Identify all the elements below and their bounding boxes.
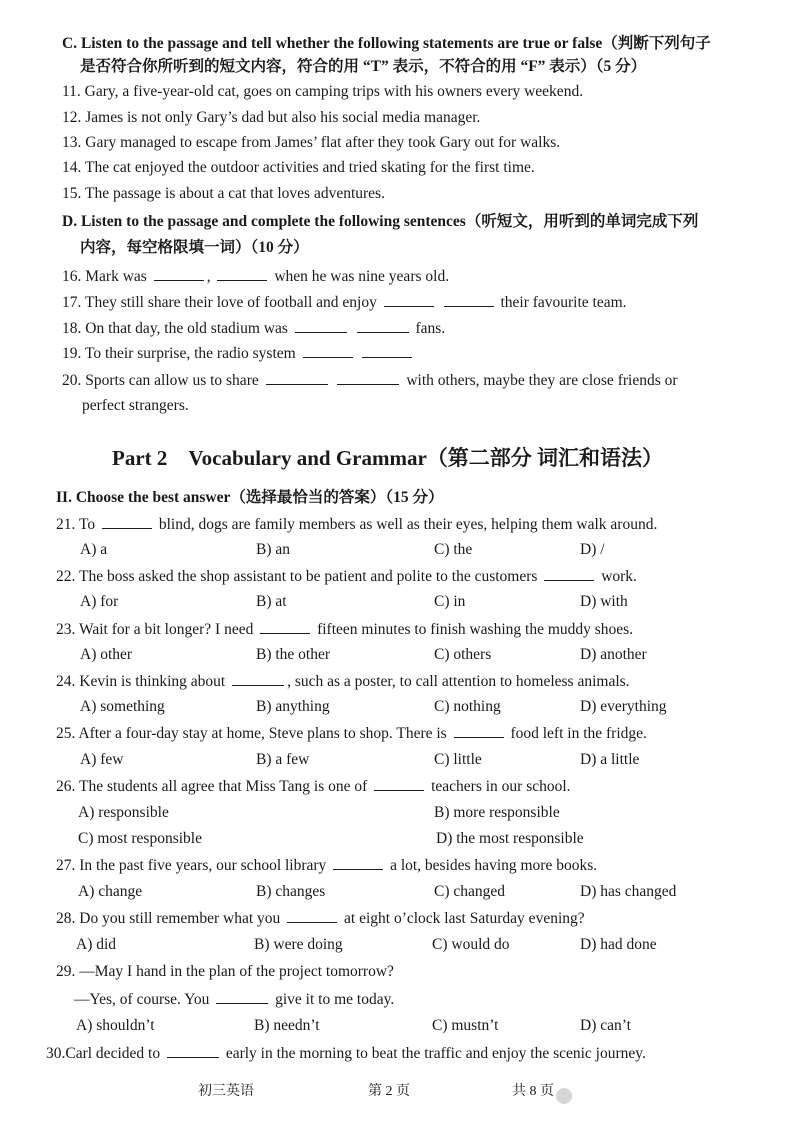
sentence-text: when he was nine years old. — [274, 268, 450, 285]
question-text: The boss asked the shop assistant to be patient and polite to the customers — [78, 568, 538, 585]
question-number: 16. — [62, 268, 82, 285]
section-ii-heading: II. Choose the best answer（选择最恰当的答案）（15 分） — [56, 489, 444, 506]
question-text: , such as a poster, to call attention to homeless animals. — [287, 673, 630, 690]
sentence-text: On that day, the old stadium was — [85, 320, 288, 337]
sentence-text: fans. — [415, 320, 446, 337]
question-number: 21. — [56, 516, 76, 533]
option-c[interactable]: C) would do — [432, 936, 510, 953]
option-d[interactable]: D) a little — [580, 751, 640, 768]
option-a[interactable]: A) change — [78, 883, 143, 900]
question-text: —May I hand in the plan of the project tomorrow? — [79, 963, 394, 980]
question-text: food left in the fridge. — [510, 725, 647, 742]
question-text: In the past five years, our school library — [79, 857, 327, 874]
option-c[interactable]: C) most responsible — [78, 830, 202, 847]
answer-blank[interactable] — [454, 723, 504, 738]
option-c[interactable]: C) in — [434, 593, 466, 610]
option-b[interactable]: B) needn’t — [254, 1017, 320, 1034]
sentence-19 — [62, 343, 415, 364]
option-b[interactable]: B) anything — [256, 698, 330, 715]
sentence-text: Sports can allow us to share — [85, 372, 259, 389]
question-26 — [56, 776, 571, 797]
question-number: 27. — [56, 857, 76, 874]
option-d[interactable]: D) can’t — [580, 1017, 631, 1034]
option-a[interactable]: A) something — [80, 698, 165, 715]
sentence-20 — [62, 370, 678, 391]
question-number: 20. — [62, 372, 82, 389]
question-number: 30. — [46, 1045, 66, 1062]
question-text: Kevin is thinking about — [79, 673, 226, 690]
option-b[interactable]: B) the other — [256, 646, 331, 663]
answer-blank[interactable] — [337, 370, 399, 385]
question-number: 28. — [56, 910, 76, 927]
section-d-heading: D. Listen to the passage and complete the following sentences（听短文，用听到的单词完成下列 — [62, 213, 699, 230]
question-number: 24. — [56, 673, 76, 690]
option-d[interactable]: D) / — [580, 541, 605, 558]
answer-blank[interactable] — [374, 776, 424, 791]
question-number: 29. — [56, 963, 76, 980]
answer-blank[interactable] — [260, 619, 310, 634]
option-b[interactable]: B) at — [256, 593, 287, 610]
option-b[interactable]: B) were doing — [254, 936, 343, 953]
question-23 — [56, 619, 633, 640]
answer-blank[interactable] — [154, 266, 204, 281]
answer-blank[interactable] — [287, 908, 337, 923]
answer-blank[interactable] — [362, 343, 412, 358]
question-text: blind, dogs are family members as well as their eyes, helping them walk around. — [158, 516, 658, 533]
sentence-text: They still share their love of football and enjoy — [84, 294, 377, 311]
option-c[interactable]: C) the — [434, 541, 473, 558]
answer-blank[interactable] — [303, 343, 353, 358]
option-d[interactable]: D) another — [580, 646, 647, 663]
footer-subject: 初三英语 — [198, 1084, 254, 1099]
option-c[interactable]: C) others — [434, 646, 492, 663]
sentence-text: Mark was — [85, 268, 147, 285]
question-text: teachers in our school. — [431, 778, 571, 795]
answer-blank[interactable] — [384, 292, 434, 307]
sentence-text: To their surprise, the radio system — [84, 345, 296, 362]
question-29-reply — [74, 989, 394, 1010]
question-number: 18. — [62, 320, 82, 337]
question-28 — [56, 908, 585, 929]
footer-page-total: 共 8 页 — [512, 1084, 554, 1099]
answer-blank[interactable] — [167, 1043, 219, 1058]
answer-blank[interactable] — [217, 266, 267, 281]
answer-blank[interactable] — [357, 318, 409, 333]
question-text: early in the morning to beat the traffic and enjoy the scenic journey. — [225, 1045, 646, 1062]
statement-13: 13. Gary managed to escape from James’ flat after they took Gary out for walks. — [62, 134, 561, 151]
answer-blank[interactable] — [266, 370, 328, 385]
question-text: Carl decided to — [65, 1045, 161, 1062]
question-text: To — [78, 516, 96, 533]
watermark-icon — [556, 1088, 572, 1104]
section-d-heading-cont: 内容，每空格限填一词）（10 分） — [80, 239, 309, 256]
option-a[interactable]: A) a — [80, 541, 108, 558]
option-a[interactable]: A) shouldn’t — [76, 1017, 155, 1034]
answer-blank[interactable] — [333, 855, 383, 870]
option-d[interactable]: D) has changed — [580, 883, 677, 900]
question-number: 26. — [56, 778, 76, 795]
option-b[interactable]: B) a few — [256, 751, 310, 768]
question-text: work. — [601, 568, 637, 585]
option-a[interactable]: A) few — [80, 751, 124, 768]
sentence-text: their favourite team. — [500, 294, 627, 311]
question-text: a lot, besides having more books. — [390, 857, 598, 874]
question-text: fifteen minutes to finish washing the muddy shoes. — [317, 621, 634, 638]
answer-blank[interactable] — [102, 514, 152, 529]
question-29 — [56, 962, 394, 982]
statement-12: 12. James is not only Gary’s dad but also his social media manager. — [62, 109, 481, 126]
question-number: 17. — [62, 294, 82, 311]
option-b[interactable]: B) more responsible — [434, 804, 560, 821]
option-a[interactable]: A) other — [80, 646, 133, 663]
option-d[interactable]: D) had done — [580, 936, 657, 953]
question-21 — [56, 514, 657, 535]
part-title: Part 2 Vocabulary and Grammar（第二部分 词汇和语法） — [112, 446, 664, 470]
question-text: Do you still remember what you — [79, 910, 281, 927]
sentence-16: 16. Mark was , when he was nine years old. — [62, 268, 450, 285]
option-d[interactable]: D) the most responsible — [436, 830, 584, 847]
option-a[interactable]: A) responsible — [78, 804, 169, 821]
question-30 — [46, 1043, 646, 1064]
question-27 — [56, 855, 597, 876]
option-c[interactable]: C) mustn’t — [432, 1017, 499, 1034]
statement-14: 14. The cat enjoyed the outdoor activities and tried skating for the first time. — [62, 159, 535, 176]
answer-blank[interactable] — [232, 671, 284, 686]
answer-blank[interactable] — [295, 318, 347, 333]
statement-11: 11. Gary, a five-year-old cat, goes on camping trips with his owners every weekend. — [62, 83, 584, 100]
statement-15: 15. The passage is about a cat that loves adventures. — [62, 185, 385, 202]
option-c[interactable]: C) changed — [434, 883, 506, 900]
question-text: —Yes, of course. You — [74, 991, 210, 1008]
answer-blank[interactable] — [216, 989, 268, 1004]
option-b[interactable]: B) an — [256, 541, 291, 558]
footer-page-number: 第 2 页 — [368, 1084, 410, 1099]
question-25 — [56, 723, 647, 744]
sentence-18 — [62, 318, 445, 339]
sentence-17 — [62, 292, 627, 313]
sentence-20-cont: perfect strangers. — [82, 397, 189, 414]
question-text: The students all agree that Miss Tang is one of — [78, 778, 368, 795]
answer-blank[interactable] — [444, 292, 494, 307]
question-text: After a four-day stay at home, Steve plans to shop. There is — [78, 725, 447, 742]
question-24 — [56, 671, 630, 692]
sentence-text: with others, maybe they are close friends or — [406, 372, 678, 389]
option-c[interactable]: C) little — [434, 751, 482, 768]
option-d[interactable]: D) with — [580, 593, 628, 610]
option-d[interactable]: D) everything — [580, 698, 667, 715]
question-text: Wait for a bit longer? I need — [78, 621, 254, 638]
option-b[interactable]: B) changes — [256, 883, 326, 900]
option-c[interactable]: C) nothing — [434, 698, 501, 715]
question-number: 25. — [56, 725, 76, 742]
option-a[interactable]: A) did — [76, 936, 117, 953]
section-c-heading-cont: 是否符合你所听到的短文内容，符合的用 “T” 表示，不符合的用 “F” 表示）（5 分） — [80, 58, 647, 75]
question-number: 19. — [62, 345, 82, 362]
section-c-heading: C. Listen to the passage and tell whether the following statements are true or false（判断下列句子 — [62, 35, 711, 52]
question-text: give it to me today. — [275, 991, 395, 1008]
question-text: at eight o’clock last Saturday evening? — [344, 910, 585, 927]
answer-blank[interactable] — [544, 566, 594, 581]
question-number: 22. — [56, 568, 76, 585]
question-22 — [56, 566, 637, 587]
question-number: 23. — [56, 621, 76, 638]
option-a[interactable]: A) for — [80, 593, 119, 610]
